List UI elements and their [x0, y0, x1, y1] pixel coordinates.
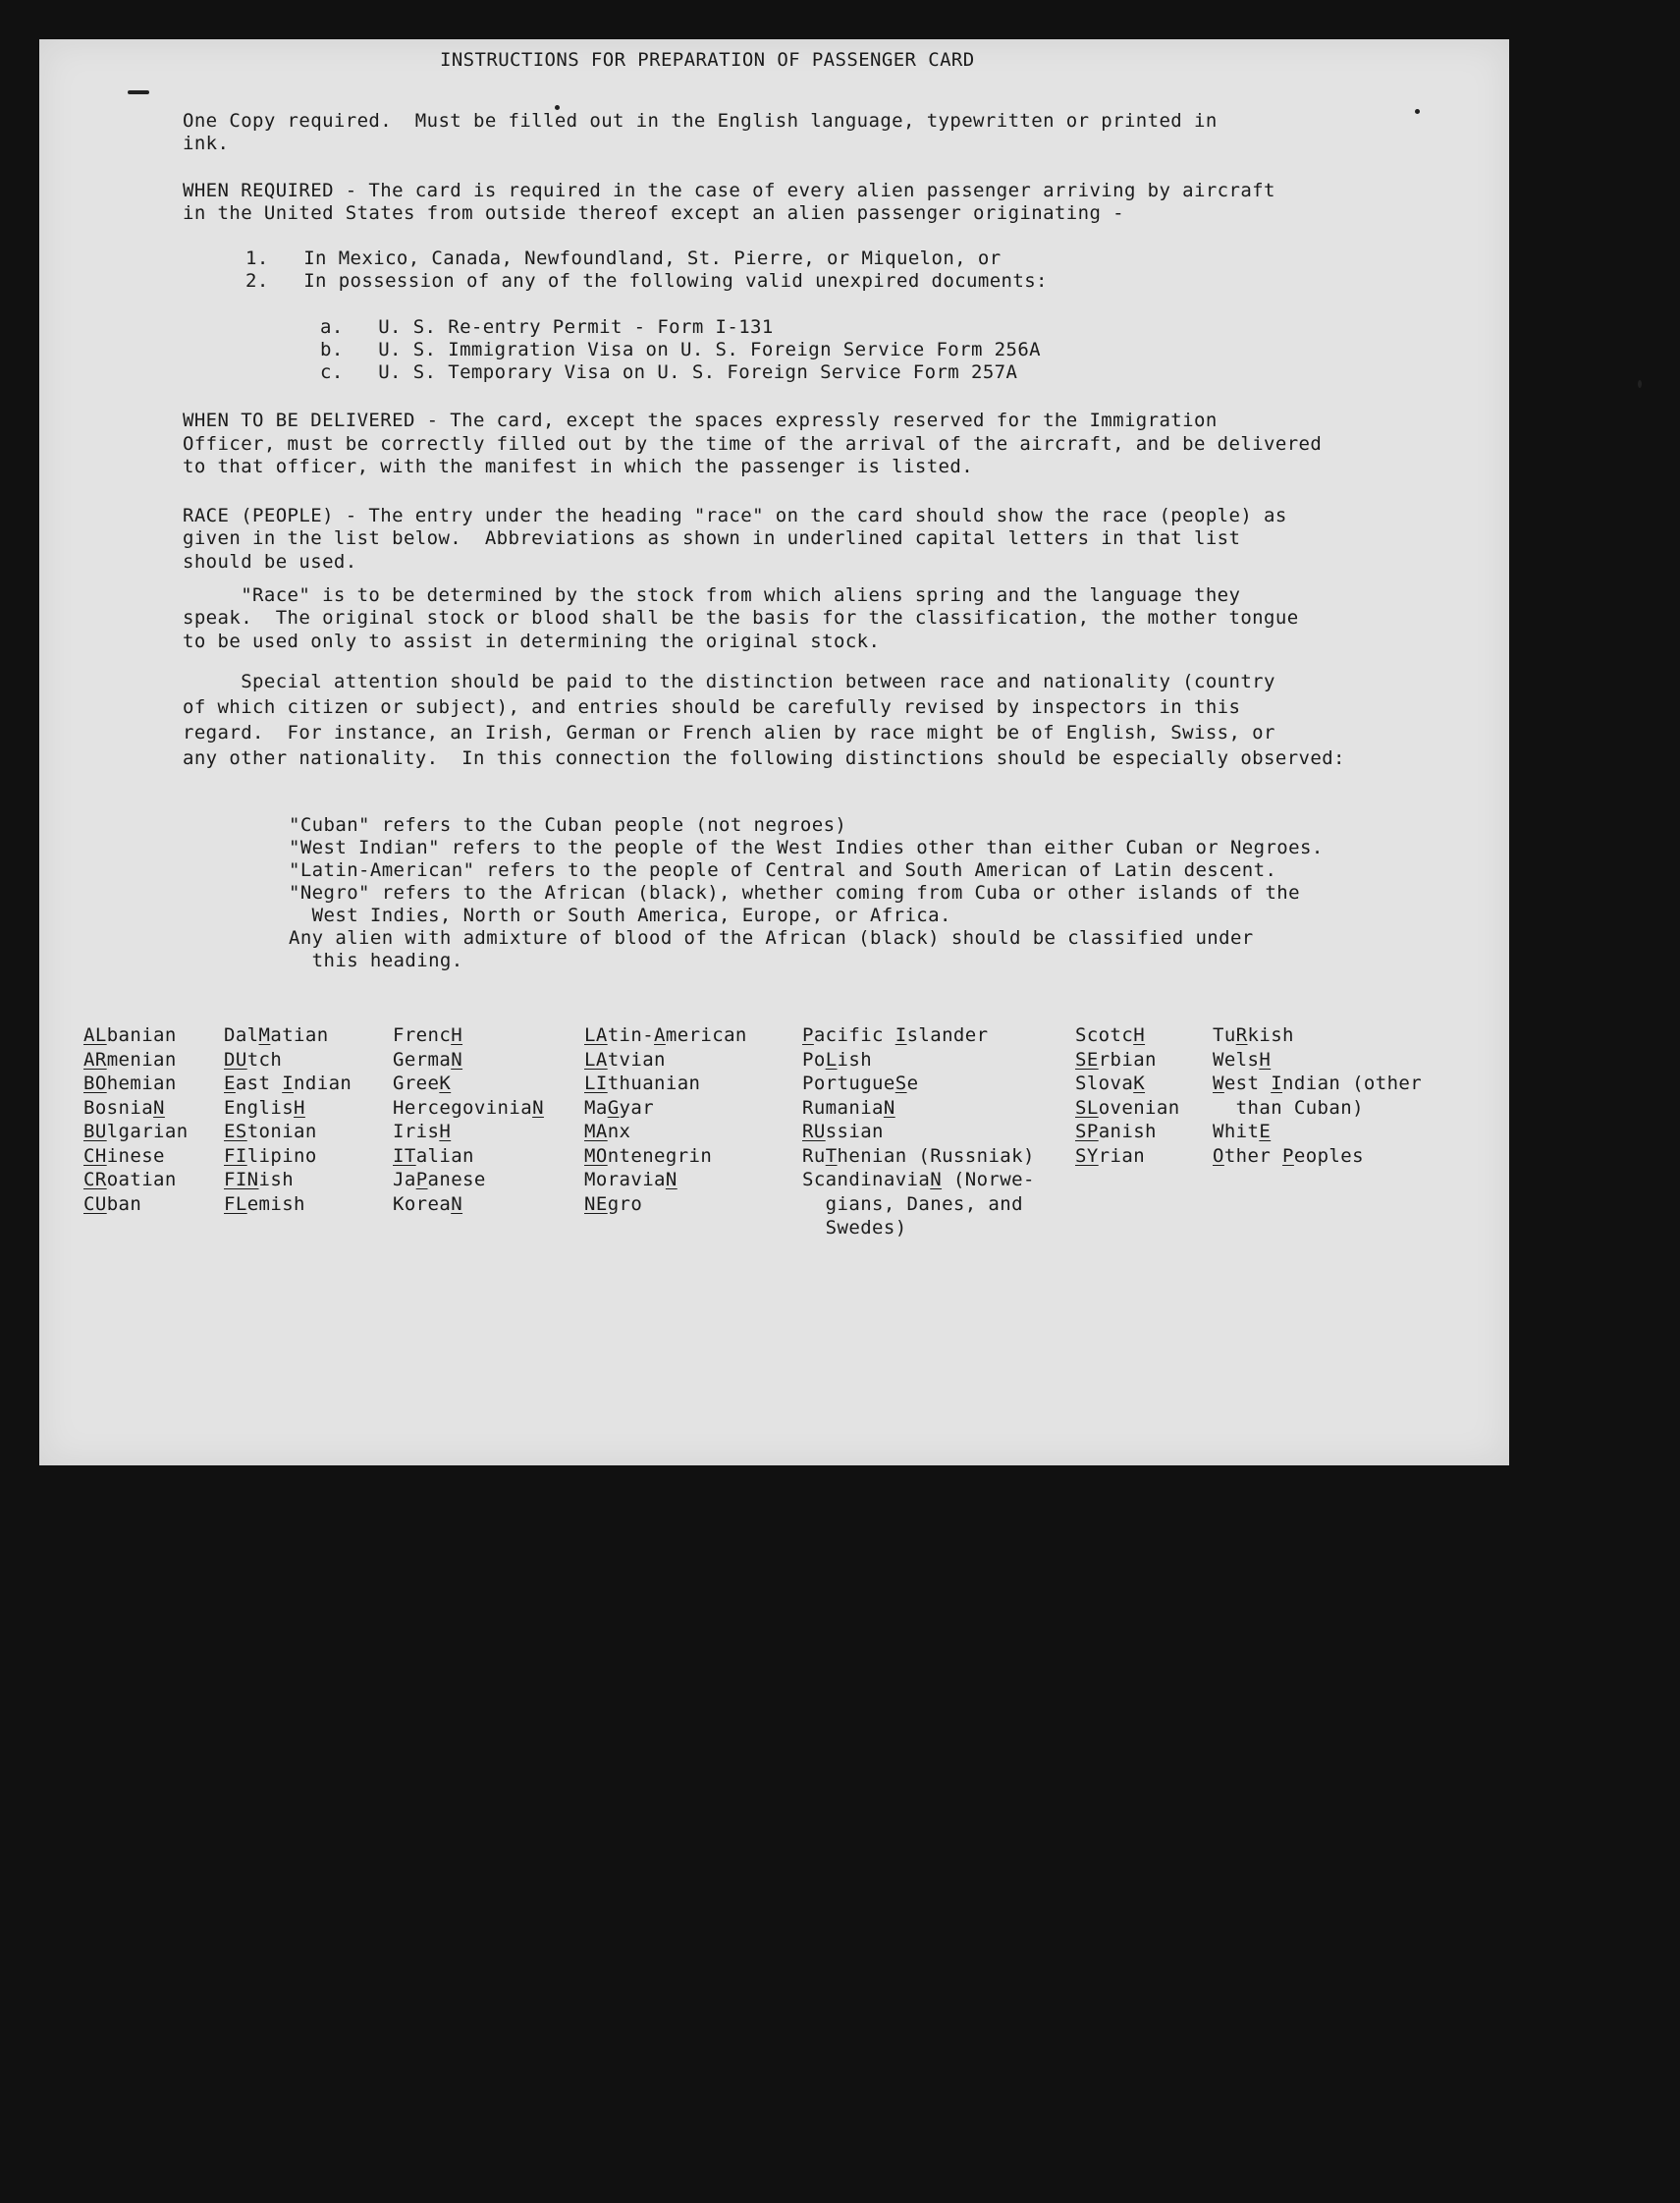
race-people-line-3: should be used.: [183, 551, 357, 573]
special-attention-line-4: any other nationality. In this connection the following distinctions should be especially observed:: [183, 747, 1345, 769]
race-list-item: RUssian: [802, 1121, 884, 1142]
race-list-item: WelsH: [1213, 1048, 1272, 1071]
race-definition-line-3: to be used only to assist in determining the original stock.: [183, 631, 881, 652]
race-list-item: SYrian: [1075, 1144, 1146, 1167]
when-delivered-line-2: Officer, must be correctly filled out by the time of the arrival of the aircraft, and be delivered: [183, 433, 1323, 455]
document-page: [39, 39, 1509, 1465]
race-people-line-1: RACE (PEOPLE) - The entry under the heading "race" on the card should show the race (people) as: [183, 505, 1287, 526]
race-definition-line-2: speak. The original stock or blood shall be the basis for the classification, the mother tongue: [183, 607, 1299, 629]
scan-speck: [1415, 109, 1420, 114]
race-list-item: MoraviaN: [584, 1169, 677, 1190]
race-list-item: DalMatian: [224, 1024, 329, 1046]
race-list-item: ARmenian: [83, 1048, 177, 1071]
distinction-line-3: "Latin-American" refers to the people of Central and South American of Latin descent.: [289, 859, 1277, 881]
race-definition-line-1: "Race" is to be determined by the stock from which aliens spring and the language they: [183, 584, 1241, 606]
race-list-item: East Indian: [224, 1073, 352, 1094]
document-item-a: a. U. S. Re-entry Permit - Form I-131: [320, 316, 774, 338]
document-item-c: c. U. S. Temporary Visa on U. S. Foreign Service Form 257A: [320, 361, 1018, 383]
intro-line-1: One Copy required. Must be filled out in the English language, typewritten or printed in: [183, 110, 1218, 132]
race-list-item: CUban: [83, 1192, 142, 1215]
distinction-line-2: "West Indian" refers to the people of the West Indies other than either Cuban or Negroes.: [289, 837, 1324, 858]
race-list-item: ALbanian: [83, 1024, 177, 1046]
race-list-item: IrisH: [393, 1121, 452, 1142]
race-list-item: FINish: [224, 1169, 295, 1190]
race-list-item: Swedes): [802, 1217, 907, 1239]
race-list-item: SLovenian: [1075, 1096, 1180, 1119]
race-list-item: LAtvian: [584, 1048, 666, 1071]
distinction-line-1: "Cuban" refers to the Cuban people (not negroes): [289, 814, 847, 836]
race-list-item: SlovaK: [1075, 1073, 1146, 1094]
distinction-line-7: this heading.: [289, 950, 463, 971]
race-list-item: HercegoviniaN: [393, 1096, 544, 1119]
special-attention-line-1: Special attention should be paid to the distinction between race and nationality (country: [183, 671, 1275, 692]
race-people-line-2: given in the list below. Abbreviations as shown in underlined capital letters in that list: [183, 527, 1241, 549]
distinction-line-6: Any alien with admixture of blood of the African (black) should be classified under: [289, 927, 1254, 949]
race-list-item: MaGyar: [584, 1096, 655, 1119]
scan-speck: [1638, 380, 1642, 388]
race-list-item: ScandinaviaN (Norwe-: [802, 1169, 1035, 1190]
race-list-item: gians, Danes, and: [802, 1192, 1023, 1215]
special-attention-line-2: of which citizen or subject), and entries should be carefully revised by inspectors in this: [183, 696, 1241, 718]
race-list-column-4: [584, 1023, 747, 1216]
race-list-item: ITalian: [393, 1144, 474, 1167]
race-list-column-7: [1213, 1023, 1422, 1168]
race-list-item: EStonian: [224, 1121, 317, 1142]
race-list-item: FIlipino: [224, 1144, 317, 1167]
race-list-item: MAnx: [584, 1121, 631, 1142]
when-required-line-2: in the United States from outside thereof except an alien passenger originating -: [183, 202, 1124, 224]
race-list-item: LIthuanian: [584, 1073, 701, 1094]
exception-item-2: 2. In possession of any of the following valid unexpired documents:: [245, 270, 1048, 292]
race-list-column-6: [1075, 1023, 1180, 1168]
special-attention-line-3: regard. For instance, an Irish, German or French alien by race might be of English, Swiss, or: [183, 722, 1275, 744]
race-list-item: SPanish: [1075, 1121, 1157, 1142]
race-list-item: PoLish: [802, 1048, 873, 1071]
race-list-item: FrencH: [393, 1024, 463, 1046]
race-list-item: than Cuban): [1213, 1096, 1364, 1119]
race-list-item: KoreaN: [393, 1192, 463, 1215]
intro-line-2: ink.: [183, 133, 230, 154]
race-list-item: Pacific Islander: [802, 1024, 989, 1046]
when-delivered-line-1: WHEN TO BE DELIVERED - The card, except the spaces expressly reserved for the Immigration: [183, 410, 1218, 431]
race-list-item: FLemish: [224, 1192, 305, 1215]
when-required-line-1: WHEN REQUIRED - The card is required in the case of every alien passenger arriving by aircraft: [183, 180, 1275, 201]
race-list-item: DUtch: [224, 1048, 283, 1071]
race-list-item: PortugueSe: [802, 1073, 919, 1094]
race-list-item: BUlgarian: [83, 1121, 189, 1142]
race-list-item: MOntenegrin: [584, 1144, 713, 1167]
race-list-item: CRoatian: [83, 1169, 177, 1190]
page-title: INSTRUCTIONS FOR PREPARATION OF PASSENGER CARD: [440, 49, 975, 71]
race-list-item: GermaN: [393, 1048, 463, 1071]
race-list-item: Other Peoples: [1213, 1144, 1364, 1167]
race-list-column-5: [802, 1023, 1035, 1240]
race-list-item: EnglisH: [224, 1096, 305, 1119]
race-list-column-2: [224, 1023, 352, 1216]
scan-speck: [128, 90, 149, 94]
race-list-item: SErbian: [1075, 1048, 1157, 1071]
exception-item-1: 1. In Mexico, Canada, Newfoundland, St. Pierre, or Miquelon, or: [245, 248, 1002, 269]
race-list-item: BosniaN: [83, 1096, 165, 1119]
race-list-item: RuThenian (Russniak): [802, 1144, 1035, 1167]
race-list-item: ScotcH: [1075, 1024, 1146, 1046]
race-list-item: BOhemian: [83, 1073, 177, 1094]
distinction-line-4: "Negro" refers to the African (black), whether coming from Cuba or other islands of the: [289, 882, 1300, 904]
race-list-item: JaPanese: [393, 1169, 486, 1190]
race-list-item: RumaniaN: [802, 1096, 895, 1119]
race-list-item: CHinese: [83, 1144, 165, 1167]
race-list-item: NEgro: [584, 1192, 643, 1215]
distinction-line-5: West Indies, North or South America, Europe, or Africa.: [289, 905, 951, 926]
race-list-column-3: [393, 1023, 544, 1216]
when-delivered-line-3: to that officer, with the manifest in which the passenger is listed.: [183, 456, 974, 477]
race-list-item: West Indian (other: [1213, 1073, 1423, 1094]
scan-speck: [555, 105, 560, 110]
race-list-item: WhitE: [1213, 1121, 1272, 1142]
race-list-item: GreeK: [393, 1073, 452, 1094]
race-list-column-1: [83, 1023, 189, 1216]
document-item-b: b. U. S. Immigration Visa on U. S. Foreign Service Form 256A: [320, 339, 1042, 360]
race-list-item: LAtin-American: [584, 1024, 747, 1046]
race-list-item: TuRkish: [1213, 1024, 1294, 1046]
